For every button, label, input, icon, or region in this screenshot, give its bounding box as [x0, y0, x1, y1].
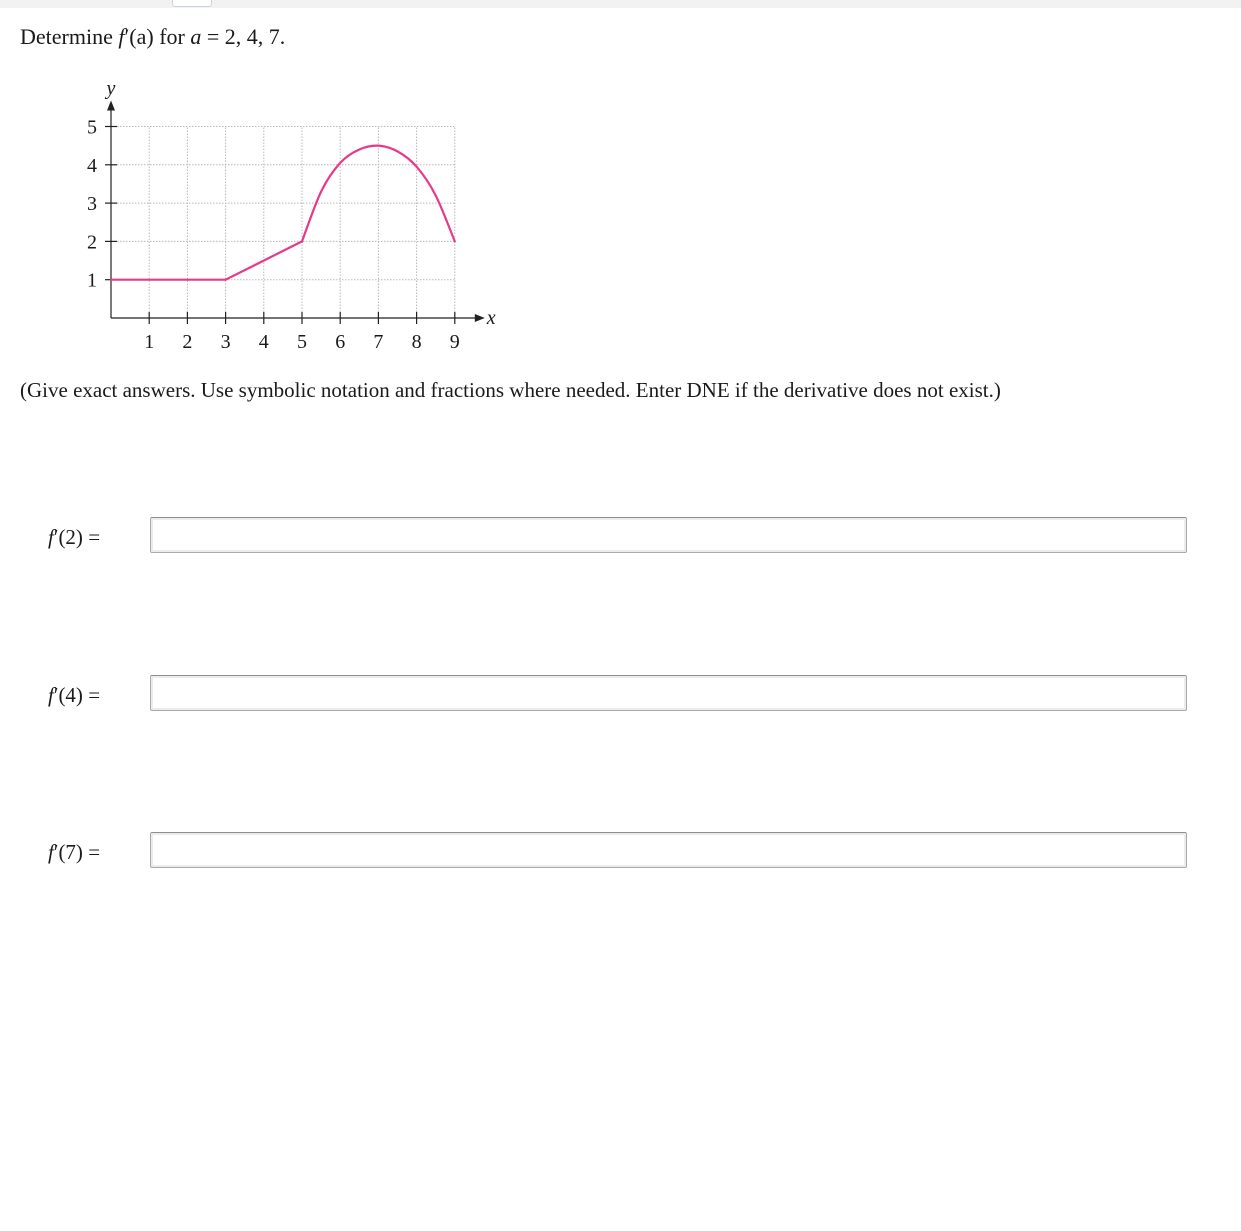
- x-axis-arrow: [475, 314, 485, 322]
- y-tick-label: 1: [87, 269, 97, 292]
- axes: [107, 101, 485, 323]
- answer-equals: =: [82, 840, 101, 864]
- answer-equals: =: [82, 525, 101, 549]
- x-tick-label: 4: [258, 331, 269, 353]
- question-middle: for: [153, 24, 191, 49]
- y-tick-label: 3: [87, 193, 97, 216]
- question-arg: (a): [129, 24, 154, 49]
- answer-arg: (2): [58, 525, 83, 549]
- question-text: [20, 24, 285, 50]
- answer-prime: ′: [53, 525, 59, 549]
- top-tab[interactable]: [172, 0, 212, 7]
- answer-prime: ′: [53, 683, 59, 707]
- answer-input-f-prime-4[interactable]: [150, 675, 1187, 711]
- curve-segment: [226, 241, 302, 279]
- question-suffix: = 2, 4, 7.: [201, 24, 286, 49]
- answer-arg: (4): [58, 683, 83, 707]
- answer-func: f: [48, 683, 54, 707]
- x-tick-label: 2: [182, 331, 193, 353]
- answer-prime: ′: [53, 840, 59, 864]
- question-prefix: Determine: [20, 24, 119, 49]
- x-tick-label: 1: [144, 331, 155, 353]
- y-axis-label: y: [106, 77, 116, 100]
- function-graph: [75, 75, 505, 360]
- x-tick-label: 3: [220, 331, 231, 353]
- answer-func: f: [48, 840, 54, 864]
- question-prime: ′: [124, 24, 130, 49]
- ticks: [105, 127, 455, 325]
- y-tick-label: 5: [87, 116, 97, 139]
- y-tick-label: 2: [87, 231, 97, 254]
- function-curve: [111, 146, 455, 280]
- answer-label: [48, 517, 100, 557]
- y-tick-label: 4: [87, 154, 97, 177]
- x-tick-label: 9: [449, 331, 460, 353]
- answer-label: [48, 675, 100, 715]
- x-tick-label: 7: [373, 331, 384, 353]
- answer-label: [48, 832, 100, 872]
- question-func: f: [118, 24, 125, 49]
- answer-equals: =: [82, 683, 101, 707]
- answer-input-f-prime-2[interactable]: [150, 517, 1187, 553]
- y-axis-arrow: [107, 101, 115, 111]
- question-var: a: [190, 24, 202, 49]
- x-tick-label: 5: [297, 331, 307, 353]
- answer-input-f-prime-7[interactable]: [150, 832, 1187, 868]
- answer-arg: (7): [58, 840, 83, 864]
- x-tick-label: 8: [411, 331, 422, 353]
- answer-func: f: [48, 525, 54, 549]
- instructions-text: (Give exact answers. Use symbolic notation and fractions where needed. Enter DNE if the derivative does not exist.): [20, 378, 1001, 402]
- x-tick-label: 6: [335, 331, 346, 353]
- x-axis-label: x: [486, 307, 496, 329]
